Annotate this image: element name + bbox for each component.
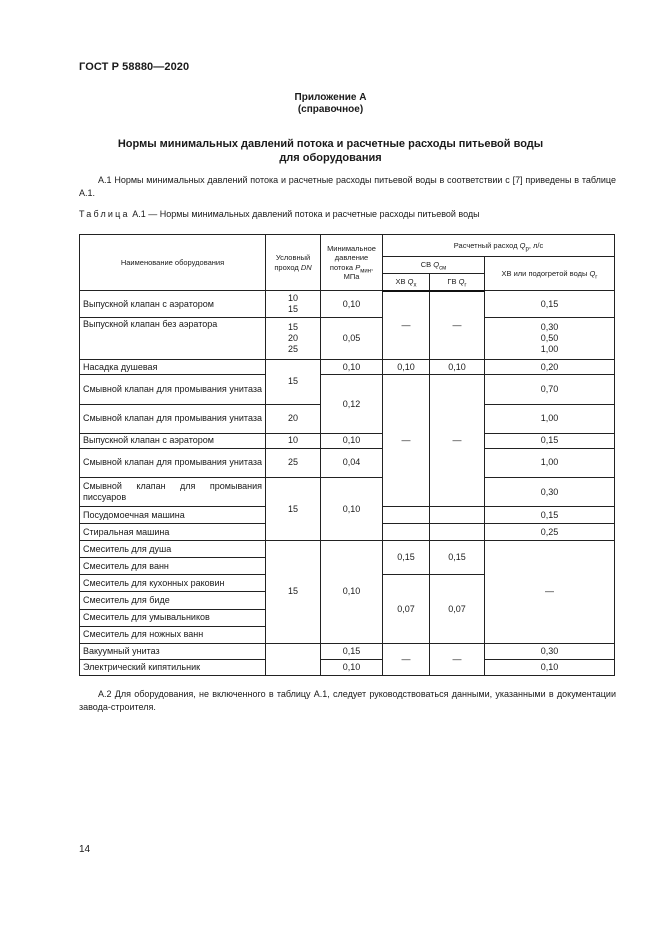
cell-qt: 0,15 <box>485 291 615 318</box>
cell-name: Смеситель для ванн <box>80 558 266 575</box>
cell-name: Смывной клапан для промывания унитаза <box>80 375 266 404</box>
cell-pressure: 0,10 <box>321 659 383 675</box>
header-pressure: Минимальное давление потока $P_{мин}$, МПа <box>321 235 383 291</box>
cell-qx: — <box>383 291 430 360</box>
cell-dn: 20 <box>266 404 321 433</box>
cell-pressure: 0,10 <box>321 433 383 448</box>
paragraph-a2: А.2 Для оборудования, не включенного в таблицу А.1, следует руководствоваться данными, указанными в документации завода-строителя. <box>79 689 616 712</box>
cell-qg: 0,10 <box>430 360 485 375</box>
cell-qt: 1,00 <box>485 448 615 477</box>
section-title-line1: Нормы минимальных давлений потока и расчетные расходы питьевой воды <box>117 138 544 150</box>
cell-dn: 25 <box>266 448 321 477</box>
cell-qt: 1,00 <box>485 404 615 433</box>
cell-qt: 0,15 <box>485 507 615 524</box>
cell-pressure: 0,12 <box>321 375 383 433</box>
table-row <box>80 318 615 360</box>
cell-name: Смеситель для ножных ванн <box>80 626 266 643</box>
header-dn: Условный проход DN <box>266 235 321 291</box>
cell-name: Выпускной клапан с аэратором <box>80 433 266 448</box>
header-name: Наименование оборудования <box>80 235 266 291</box>
cell-qt: 0,30 <box>485 477 615 506</box>
cell-qt: 0,70 <box>485 375 615 404</box>
cell-name: Смывной клапан для промывания унитаза <box>80 404 266 433</box>
cell-pressure: 0,10 <box>321 541 383 643</box>
cell-pressure: 0,10 <box>321 477 383 540</box>
table-row <box>80 360 615 375</box>
appendix-heading <box>0 92 661 116</box>
cell-qg: — <box>430 643 485 675</box>
header-xv: ХВ $Q_х$ <box>383 274 430 291</box>
header-flow: Расчетный расход $Q_р$, л/с <box>383 235 615 257</box>
cell-name: Смеситель для умывальников <box>80 609 266 626</box>
table-caption-text: А.1 — Нормы минимальных давлений потока и расчетные расходы питьевой воды <box>132 209 480 219</box>
table-row <box>80 643 615 659</box>
cell-dn: 15 20 25 <box>266 318 321 360</box>
cell-pressure: 0,04 <box>321 448 383 477</box>
table-caption-label: Таблица <box>79 209 130 219</box>
table-row <box>80 291 615 318</box>
cell-qt: 0,20 <box>485 360 615 375</box>
cell-dn: 15 <box>266 360 321 404</box>
table-row <box>80 433 615 448</box>
cell-qg: 0,15 <box>430 541 485 575</box>
table-row <box>80 541 615 558</box>
cell-qx: 0,15 <box>383 541 430 575</box>
header-xv-heated: ХВ или подогретой воды $Q_г$ <box>485 257 615 291</box>
cell-qx: — <box>383 643 430 675</box>
table-row <box>80 375 615 404</box>
cell-qx: 0,07 <box>383 575 430 643</box>
cell-name: Стиральная машина <box>80 524 266 541</box>
cell-qg: — <box>430 375 485 507</box>
cell-dn: 10 <box>266 433 321 448</box>
document-header: ГОСТ Р 58880—2020 <box>79 61 190 73</box>
cell-dn: 15 <box>266 541 321 643</box>
cell-pressure: 0,10 <box>321 291 383 318</box>
table-row <box>80 448 615 477</box>
cell-name: Смывной клапан для промывания писсуаров <box>80 477 266 506</box>
cell-name: Смеситель для биде <box>80 592 266 609</box>
header-sv: СВ $Q_{см}$ <box>383 257 485 274</box>
equipment-table <box>79 234 615 676</box>
cell-name: Вакуумный унитаз <box>80 643 266 659</box>
cell-name: Электрический кипятильник <box>80 659 266 675</box>
cell-name: Выпускной клапан с аэратором <box>80 291 266 318</box>
cell-qt: 0,10 <box>485 659 615 675</box>
cell-pressure: 0,10 <box>321 360 383 375</box>
page-number: 14 <box>79 844 91 855</box>
cell-qt: 0,25 <box>485 524 615 541</box>
cell-qt: 0,15 <box>485 433 615 448</box>
cell-qt: 0,30 <box>485 643 615 659</box>
cell-qx: — <box>383 375 430 507</box>
cell-name: Насадка душевая <box>80 360 266 375</box>
cell-qg: 0,07 <box>430 575 485 643</box>
table-caption <box>79 208 480 220</box>
cell-pressure: 0,15 <box>321 643 383 659</box>
cell-pressure: 0,05 <box>321 318 383 360</box>
appendix-title: Приложение А <box>294 92 367 103</box>
cell-qt: 0,30 0,50 1,00 <box>485 318 615 360</box>
header-gv: ГВ $Q_г$ <box>430 274 485 291</box>
cell-dn-empty <box>266 643 321 675</box>
cell-name: Посудомоечная машина <box>80 507 266 524</box>
appendix-note: (справочное) <box>297 104 364 115</box>
cell-qg: — <box>430 291 485 360</box>
paragraph-a1: А.1 Нормы минимальных давлений потока и расчетные расходы питьевой воды в соответствии с [7] приведены в таблице А.1. <box>79 175 616 198</box>
cell-name: Выпускной клапан без аэратора <box>80 318 266 360</box>
cell-name: Смеситель для душа <box>80 541 266 558</box>
table-row <box>80 477 615 506</box>
cell-dn: 10 15 <box>266 291 321 318</box>
section-title-line2: для оборудования <box>279 152 382 164</box>
section-title <box>0 137 661 165</box>
cell-name: Смывной клапан для промывания унитаза <box>80 448 266 477</box>
cell-dn: 15 <box>266 477 321 540</box>
cell-qt: — <box>485 541 615 643</box>
cell-qx: 0,10 <box>383 360 430 375</box>
table-row <box>80 659 615 675</box>
cell-name: Смеситель для кухонных раковин <box>80 575 266 592</box>
